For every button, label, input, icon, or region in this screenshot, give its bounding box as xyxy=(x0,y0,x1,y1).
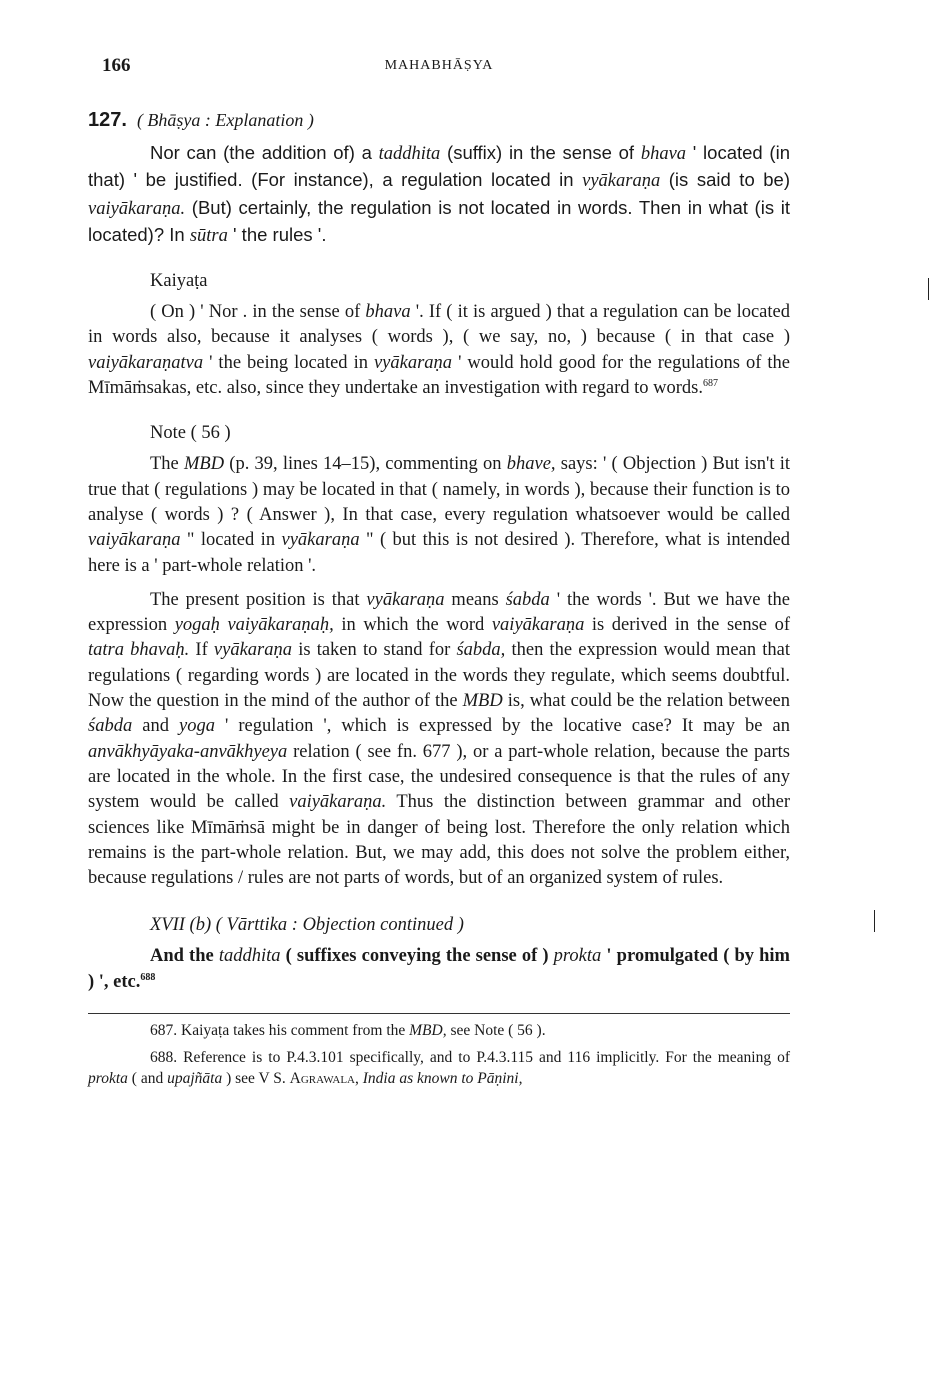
footnote-ref: 688 xyxy=(140,971,156,983)
italic-term: MBD xyxy=(183,454,225,475)
italic-term: vyākaraṇa xyxy=(582,171,661,192)
section-title: ( Bhāṣya : Explanation ) xyxy=(136,110,314,130)
note-paragraph-2: The present position is that vyākaraṇa means śabda ' the words '. But we have the expression yogaḥ vaiyākaraṇaḥ, in which the word vaiyākaraṇa is derived in the sense of tatra bhavaḥ. If vyākaraṇa is taken to stand for śabda, then the expression would mean that regulations ( regarding words ) are located in the words they regulate, which seems doubtful. Now the question in the mind of the author of the MBD is, what could be the relation between śabda and yoga ' regulation ', which is expressed by the locative case? It may be an anvākhyāyaka-anvākhyeya relation ( see fn. 677 ), or a part-whole relation, because the parts are located in the whole. In the first case, the undesired consequence is that the rules of any system would be called vaiyākaraṇa. Thus the distinction between grammar and other sciences like Mīmāṁsā might be in danger of being lost. Therefore the only relation which remains is the part-whole relation. But, we may add, this does not solve the problem either, because regulations / rules are not parts of words, but of an organized system of rules. xyxy=(88,589,790,889)
italic-term: sūtra xyxy=(189,225,228,246)
italic-term: taddhita xyxy=(378,144,441,164)
page-header xyxy=(88,55,790,81)
italic-term: yogaḥ vaiyākaraṇaḥ, xyxy=(174,615,334,636)
italic-term: vaiyākaraṇa. xyxy=(289,792,387,813)
italic-term: tatra bhavaḥ. xyxy=(88,640,190,661)
italic-term: vaiyākaraṇatva xyxy=(88,352,204,373)
margin-mark xyxy=(928,278,929,300)
author-name: Agrawala, xyxy=(289,1070,359,1088)
section-number: 127. xyxy=(88,109,127,131)
italic-term: vaiyākaraṇa xyxy=(88,530,181,551)
italic-term: bhava xyxy=(640,144,687,164)
italic-term: prokta xyxy=(88,1070,128,1088)
italic-term: vaiyākaraṇa. xyxy=(88,198,186,219)
footnote-687: 687. Kaiyaṭa takes his comment from the MBD, see Note ( 56 ). xyxy=(150,1022,546,1040)
varttika-heading: XVII (b) ( Vārttika : Objection continued ) xyxy=(150,915,464,936)
italic-term: vyākaraṇa xyxy=(373,352,453,373)
margin-mark xyxy=(874,910,875,932)
page-number: 166 xyxy=(102,55,131,76)
italic-term: vyākaraṇa xyxy=(366,589,445,610)
italic-term: taddhita xyxy=(218,946,281,967)
italic-term: MBD, xyxy=(409,1022,447,1040)
footnote-ref: 687 xyxy=(702,377,718,389)
italic-term: bhave, xyxy=(506,454,556,475)
italic-term: śabda, xyxy=(456,640,506,661)
note-label: Note ( 56 ) xyxy=(150,423,231,444)
kaiyata-label: Kaiyaṭa xyxy=(150,271,208,292)
italic-term: India as known to Pāṇini, xyxy=(362,1070,523,1088)
italic-term: MBD xyxy=(462,691,503,712)
italic-term: upajñāta xyxy=(167,1070,223,1088)
italic-term: yoga xyxy=(178,716,215,737)
bhasya-paragraph: Nor can (the addition of) a taddhita (suffix) in the sense of bhava ' located (in that) ' be justified. (For instance), a regulation located in vyākaraṇa (is said to be) vaiyākaraṇa. (But) certainly, the regulation is not located in words. Then in what (is it located)? In sūtra ' the rules '. xyxy=(88,142,791,246)
page xyxy=(88,55,790,1089)
italic-term: vyākaraṇa xyxy=(281,530,360,551)
footnote-rule xyxy=(88,1013,790,1014)
varttika-paragraph: And the taddhita ( suffixes conveying the sense of ) prokta ' promulgated ( by him ) ', etc.$^{688}$ xyxy=(88,946,790,992)
italic-term: anvākhyāyaka-anvākhyeya xyxy=(88,741,288,762)
running-title: MAHABHĀṢYA xyxy=(384,58,494,73)
italic-term: bhava xyxy=(365,302,411,323)
note-paragraph-1: The MBD (p. 39, lines 14–15), commenting on bhave, says: ' ( Objection ) But isn't it true that ( regulations ) may be located in that ( namely, in words ), because their function is to analyse ( words ) ? ( Answer ), In that case, every regulation whatsoever would be called vaiyākaraṇa " located in vyākaraṇa " ( but this is not desired ). Therefore, what is intended here is a ' part-whole relation '. xyxy=(88,454,790,576)
italic-term: śabda xyxy=(88,716,133,737)
section-heading xyxy=(88,109,790,132)
italic-term: prokta xyxy=(553,946,602,967)
italic-term: vyākaraṇa xyxy=(213,640,293,661)
italic-term: vaiyākaraṇa xyxy=(491,615,585,636)
italic-term: śabda xyxy=(505,589,550,610)
kaiyata-paragraph: ( On ) ' Nor . in the sense of bhava '. If ( it is argued ) that a regulation can be located in words also, because it analyses ( words ), ( we say, no, ) because ( in that case ) vaiyākaraṇatva ' the being located in vyākaraṇa ' would hold good for the regulations of the Mīmāṁsakas, etc. also, since they undertake an investigation with regard to words.$^{687}$ xyxy=(88,302,790,399)
footnote-688: 688. Reference is to P.4.3.101 specifically, and to P.4.3.115 and 116 implicitly. For the meaning of prokta ( and upajñāta ) see V S. Agrawala, India as known to Pāṇini, xyxy=(88,1049,790,1088)
